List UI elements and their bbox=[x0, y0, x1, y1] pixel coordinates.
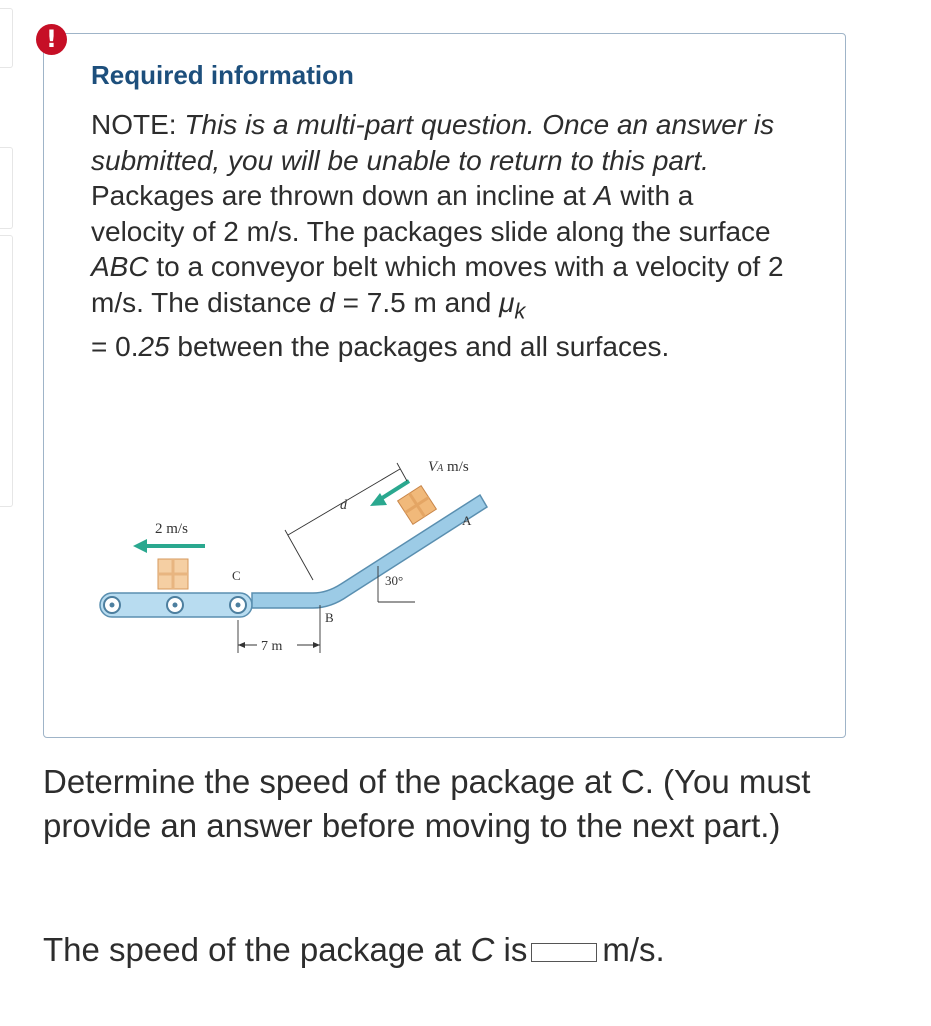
arrowhead-icon bbox=[238, 642, 245, 648]
point-a-var: A bbox=[593, 180, 613, 211]
answer-unit: m/s. bbox=[602, 931, 665, 968]
answer-var: C bbox=[470, 931, 495, 968]
incline-conveyor-figure bbox=[95, 455, 495, 670]
angle-label: 30° bbox=[385, 573, 404, 588]
alert-icon: ! bbox=[36, 24, 67, 55]
answer-prefix: The speed of the package at bbox=[43, 931, 462, 968]
roller-hub bbox=[236, 603, 241, 608]
roller-hub bbox=[173, 603, 178, 608]
d-extension-line bbox=[285, 530, 313, 580]
arrowhead-icon bbox=[313, 642, 320, 648]
speed-answer-input[interactable] bbox=[531, 943, 597, 962]
dist-label: 7 m bbox=[261, 639, 283, 654]
rail-tab bbox=[0, 147, 13, 229]
rail-tab bbox=[0, 235, 13, 507]
point-c-label: C bbox=[232, 568, 241, 583]
incline-surface bbox=[252, 495, 487, 608]
required-info-title: Required information bbox=[91, 60, 354, 90]
va-unit: m/s bbox=[443, 459, 469, 475]
d-label: d bbox=[340, 498, 347, 513]
va-v: V bbox=[428, 459, 438, 475]
problem-part: to a conveyor belt which moves with a velocity of 2 m/s. The distance bbox=[91, 251, 784, 318]
d-extension-line bbox=[397, 463, 407, 481]
question-text: Determine the speed of the package at C. (You must provide an answer before moving to the next part.) bbox=[43, 763, 811, 844]
belt-speed-label: 2 m/s bbox=[155, 521, 188, 537]
mu-symbol: μ bbox=[499, 286, 515, 318]
point-a-label: A bbox=[462, 513, 472, 528]
package-on-incline bbox=[398, 486, 437, 525]
problem-part: = 0. bbox=[91, 330, 139, 362]
va-sub: A bbox=[437, 463, 444, 474]
roller-hub bbox=[110, 603, 115, 608]
mu-subscript: k bbox=[514, 298, 526, 324]
problem-part: Packages are thrown down an incline at bbox=[91, 180, 586, 211]
note-text: This is a multi-part question. Once an answer is submitted, you will be unable to return to this part. bbox=[91, 109, 775, 176]
arrowhead-icon bbox=[133, 539, 147, 553]
mu-value-italic: 25 bbox=[138, 330, 170, 362]
mu-k-var bbox=[499, 286, 526, 324]
rail-tab bbox=[0, 8, 13, 68]
d-var: d bbox=[319, 286, 335, 318]
va-label bbox=[428, 459, 469, 475]
side-rail bbox=[0, 0, 14, 510]
problem-text bbox=[91, 107, 791, 364]
answer-line bbox=[43, 928, 665, 972]
problem-part: between the packages and all surfaces. bbox=[177, 330, 670, 362]
note-prefix: NOTE: bbox=[91, 109, 177, 140]
answer-mid: is bbox=[503, 931, 528, 968]
surface-var: ABC bbox=[91, 251, 149, 282]
problem-part: with a velocity of 2 m/s. The packages slide along the surface bbox=[91, 180, 771, 247]
problem-part: = 7.5 m and bbox=[342, 286, 492, 318]
point-b-label: B bbox=[325, 610, 334, 625]
